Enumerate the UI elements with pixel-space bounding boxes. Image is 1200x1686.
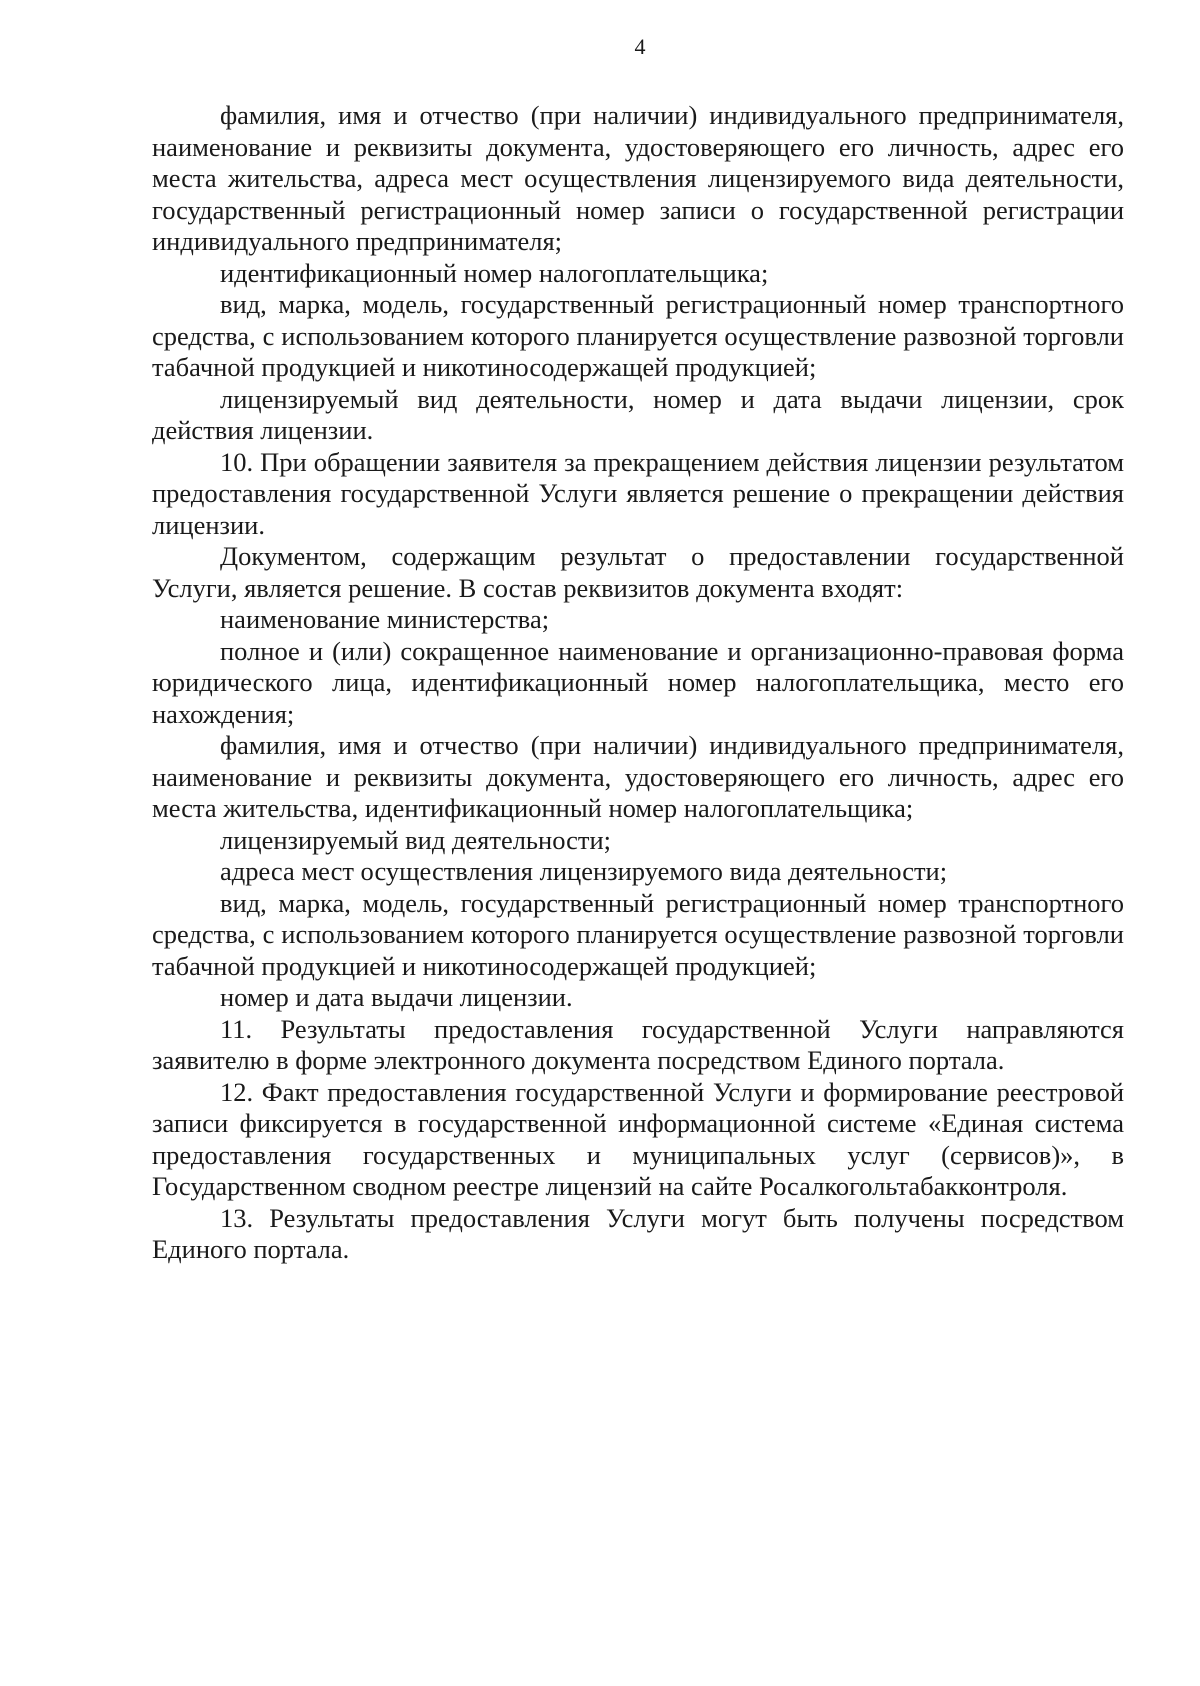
page-number: 4 [634,34,646,59]
paragraph-legal-entity: полное и (или) сокращенное наименование и организационно-правовая форма юридического лица, идентификационный номер налогоплательщика, место его нахождения; [152,635,1124,729]
paragraph-activity-addresses: адреса мест осуществления лицензируемого вида деятельности; [220,856,948,886]
paragraph-license-number-date: номер и дата выдачи лицензии. [220,982,573,1012]
paragraph-item-12: 12. Факт предоставления государственной Услуги и формирование реестровой записи фиксируется в государственной информационной системе «Единая система предоставления государственных и муниципальных услуг (сервисов)», в Государственном сводном реестре лицензий на сайте Росалкогольтабакконтроля. [152,1076,1124,1201]
paragraph-item-13: 13. Результаты предоставления Услуги могут быть получены посредством Единого портала. [152,1202,1124,1264]
paragraph-license-activity: лицензируемый вид деятельности, номер и дата выдачи лицензии, срок действия лицензии. [152,383,1124,445]
paragraph-vehicle-details-2: вид, марка, модель, государственный регистрационный номер транспортного средства, с использованием которого планируется осуществление развозной торговли табачной продукцией и никотиносодержащей продукцией; [152,887,1124,981]
paragraph-inn: идентификационный номер налогоплательщика; [220,257,769,288]
document-body [152,100,1124,1266]
paragraph-vehicle-details: вид, марка, модель, государственный регистрационный номер транспортного средства, с использованием которого планируется осуществление развозной торговли табачной продукцией и никотиносодержащей продукцией; [152,289,1124,382]
paragraph-ministry-name: наименование министерства; [220,604,550,634]
paragraph-licensed-activity: лицензируемый вид деятельности; [220,824,611,855]
paragraph-decision-document: Документом, содержащим результат о предоставлении государственной Услуги, является решение. В состав реквизитов документа входят: [152,541,1124,603]
paragraph-item-10: 10. При обращении заявителя за прекращением действия лицензии результатом предоставления государственной Услуги является решение о прекращении действия лицензии. [152,446,1124,540]
paragraph-entrepreneur-details: фамилия, имя и отчество (при наличии) индивидуального предпринимателя, наименование и реквизиты документа, удостоверяющего его личность, адрес его места жительства, адреса мест осуществления лицензируемого вида деятельности, государственный регистрационный номер записи о государственной регистрации индивидуального предпринимателя; [152,100,1124,256]
paragraph-entrepreneur-details-2: фамилия, имя и отчество (при наличии) индивидуального предпринимателя, наименование и реквизиты документа, удостоверяющего его личность, адрес его места жительства, идентификационный номер налогоплательщика; [152,730,1124,823]
paragraph-item-11: 11. Результаты предоставления государственной Услуги направляются заявителю в форме электронного документа посредством Единого портала. [152,1013,1124,1075]
